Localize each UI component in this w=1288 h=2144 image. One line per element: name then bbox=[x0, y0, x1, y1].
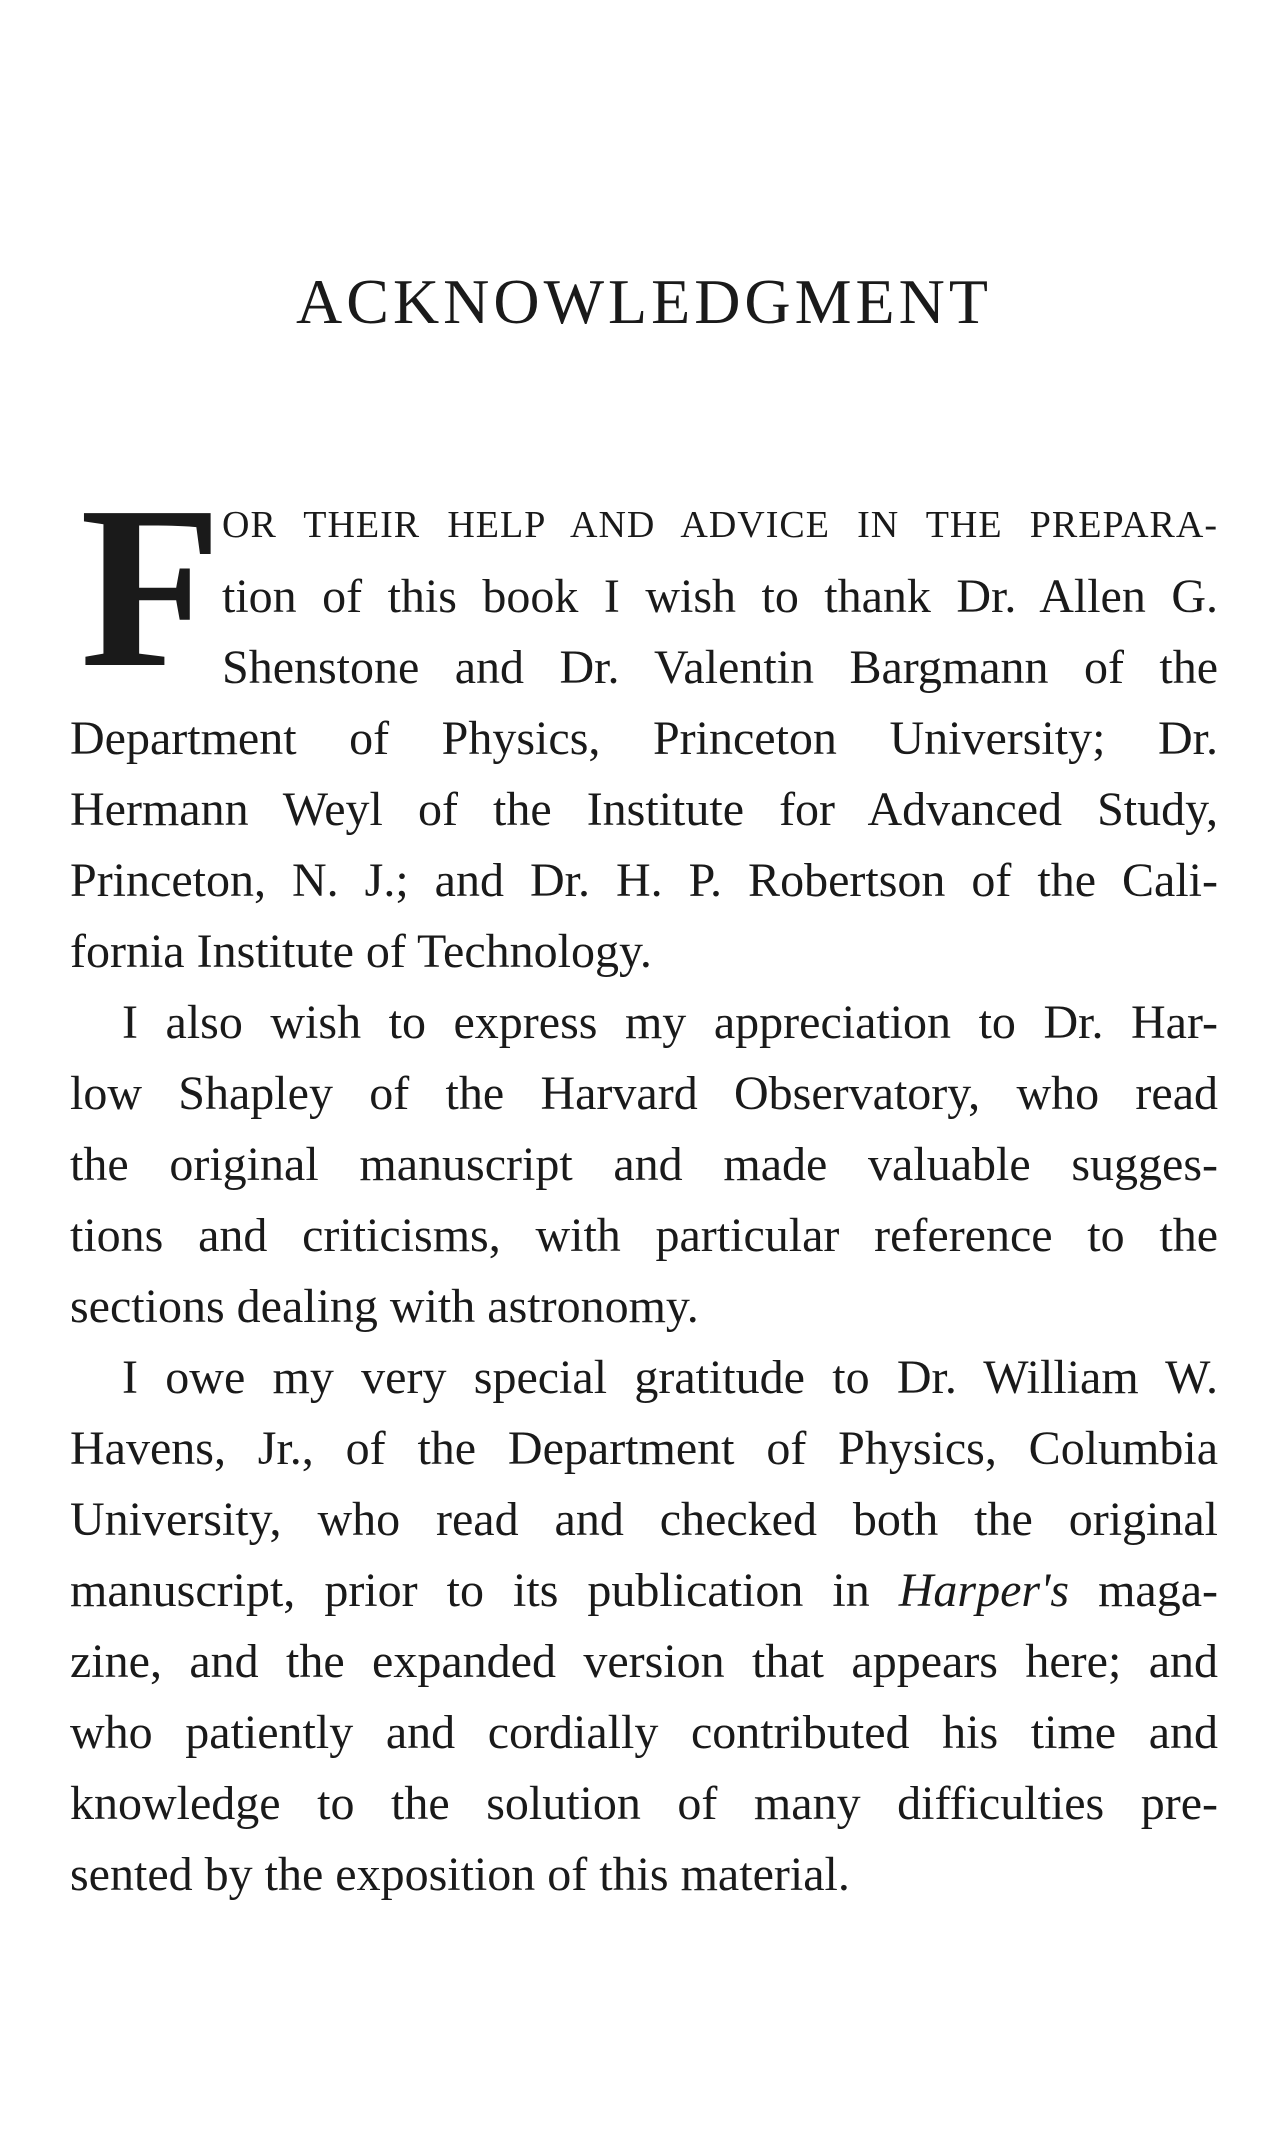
paragraph-1-line: fornia Institute of Technology. bbox=[70, 925, 652, 978]
paragraph-3 bbox=[70, 1342, 1218, 1910]
paragraph-1-line: Department of Physics, Princeton University; Dr. bbox=[70, 712, 1218, 765]
paragraph-1 bbox=[70, 459, 1218, 987]
paragraph-3-line: zine, and the expanded version that appears here; and bbox=[70, 1635, 1218, 1688]
page-title: ACKNOWLEDGMENT bbox=[296, 266, 992, 337]
paragraph-3-line: sented by the exposition of this material. bbox=[70, 1848, 850, 1901]
paragraph-1-line: OR THEIR HELP AND ADVICE IN THE PREPARA- bbox=[222, 504, 1218, 546]
paragraph-2-line: the original manuscript and made valuable sugges- bbox=[70, 1138, 1218, 1191]
paragraph-3-line: I owe my very special gratitude to Dr. William W. bbox=[122, 1351, 1218, 1404]
drop-cap-letter: F bbox=[80, 459, 222, 716]
paragraph-2-line: I also wish to express my appreciation to Dr. Har- bbox=[122, 996, 1218, 1049]
magazine-title: Harper's bbox=[898, 1564, 1070, 1617]
paragraph-3-line: who patiently and cordially contributed his time and bbox=[70, 1706, 1218, 1759]
paragraph-2-line: low Shapley of the Harvard Observatory, who read bbox=[70, 1067, 1218, 1120]
paragraph-2-line: sections dealing with astronomy. bbox=[70, 1280, 699, 1333]
paragraph-1-line: Hermann Weyl of the Institute for Advanced Study, bbox=[70, 783, 1218, 836]
line-text: maga- bbox=[1098, 1564, 1218, 1617]
paragraph-1-line: Shenstone and Dr. Valentin Bargmann of the bbox=[222, 641, 1218, 694]
paragraph-3-line: University, who read and checked both the original bbox=[70, 1493, 1218, 1546]
paragraph-3-line bbox=[70, 1555, 1218, 1626]
paragraph-1-line: Princeton, N. J.; and Dr. H. P. Robertson of the Cali- bbox=[70, 854, 1218, 907]
paragraph-2-line: tions and criticisms, with particular reference to the bbox=[70, 1209, 1218, 1262]
line-text: manuscript, prior to its publication in bbox=[70, 1564, 870, 1617]
paragraph-2 bbox=[70, 987, 1218, 1342]
paragraph-1-line: tion of this book I wish to thank Dr. Allen G. bbox=[222, 570, 1218, 623]
paragraph-3-line: knowledge to the solution of many difficulties pre- bbox=[70, 1777, 1218, 1830]
paragraph-3-line: Havens, Jr., of the Department of Physics, Columbia bbox=[70, 1422, 1218, 1475]
